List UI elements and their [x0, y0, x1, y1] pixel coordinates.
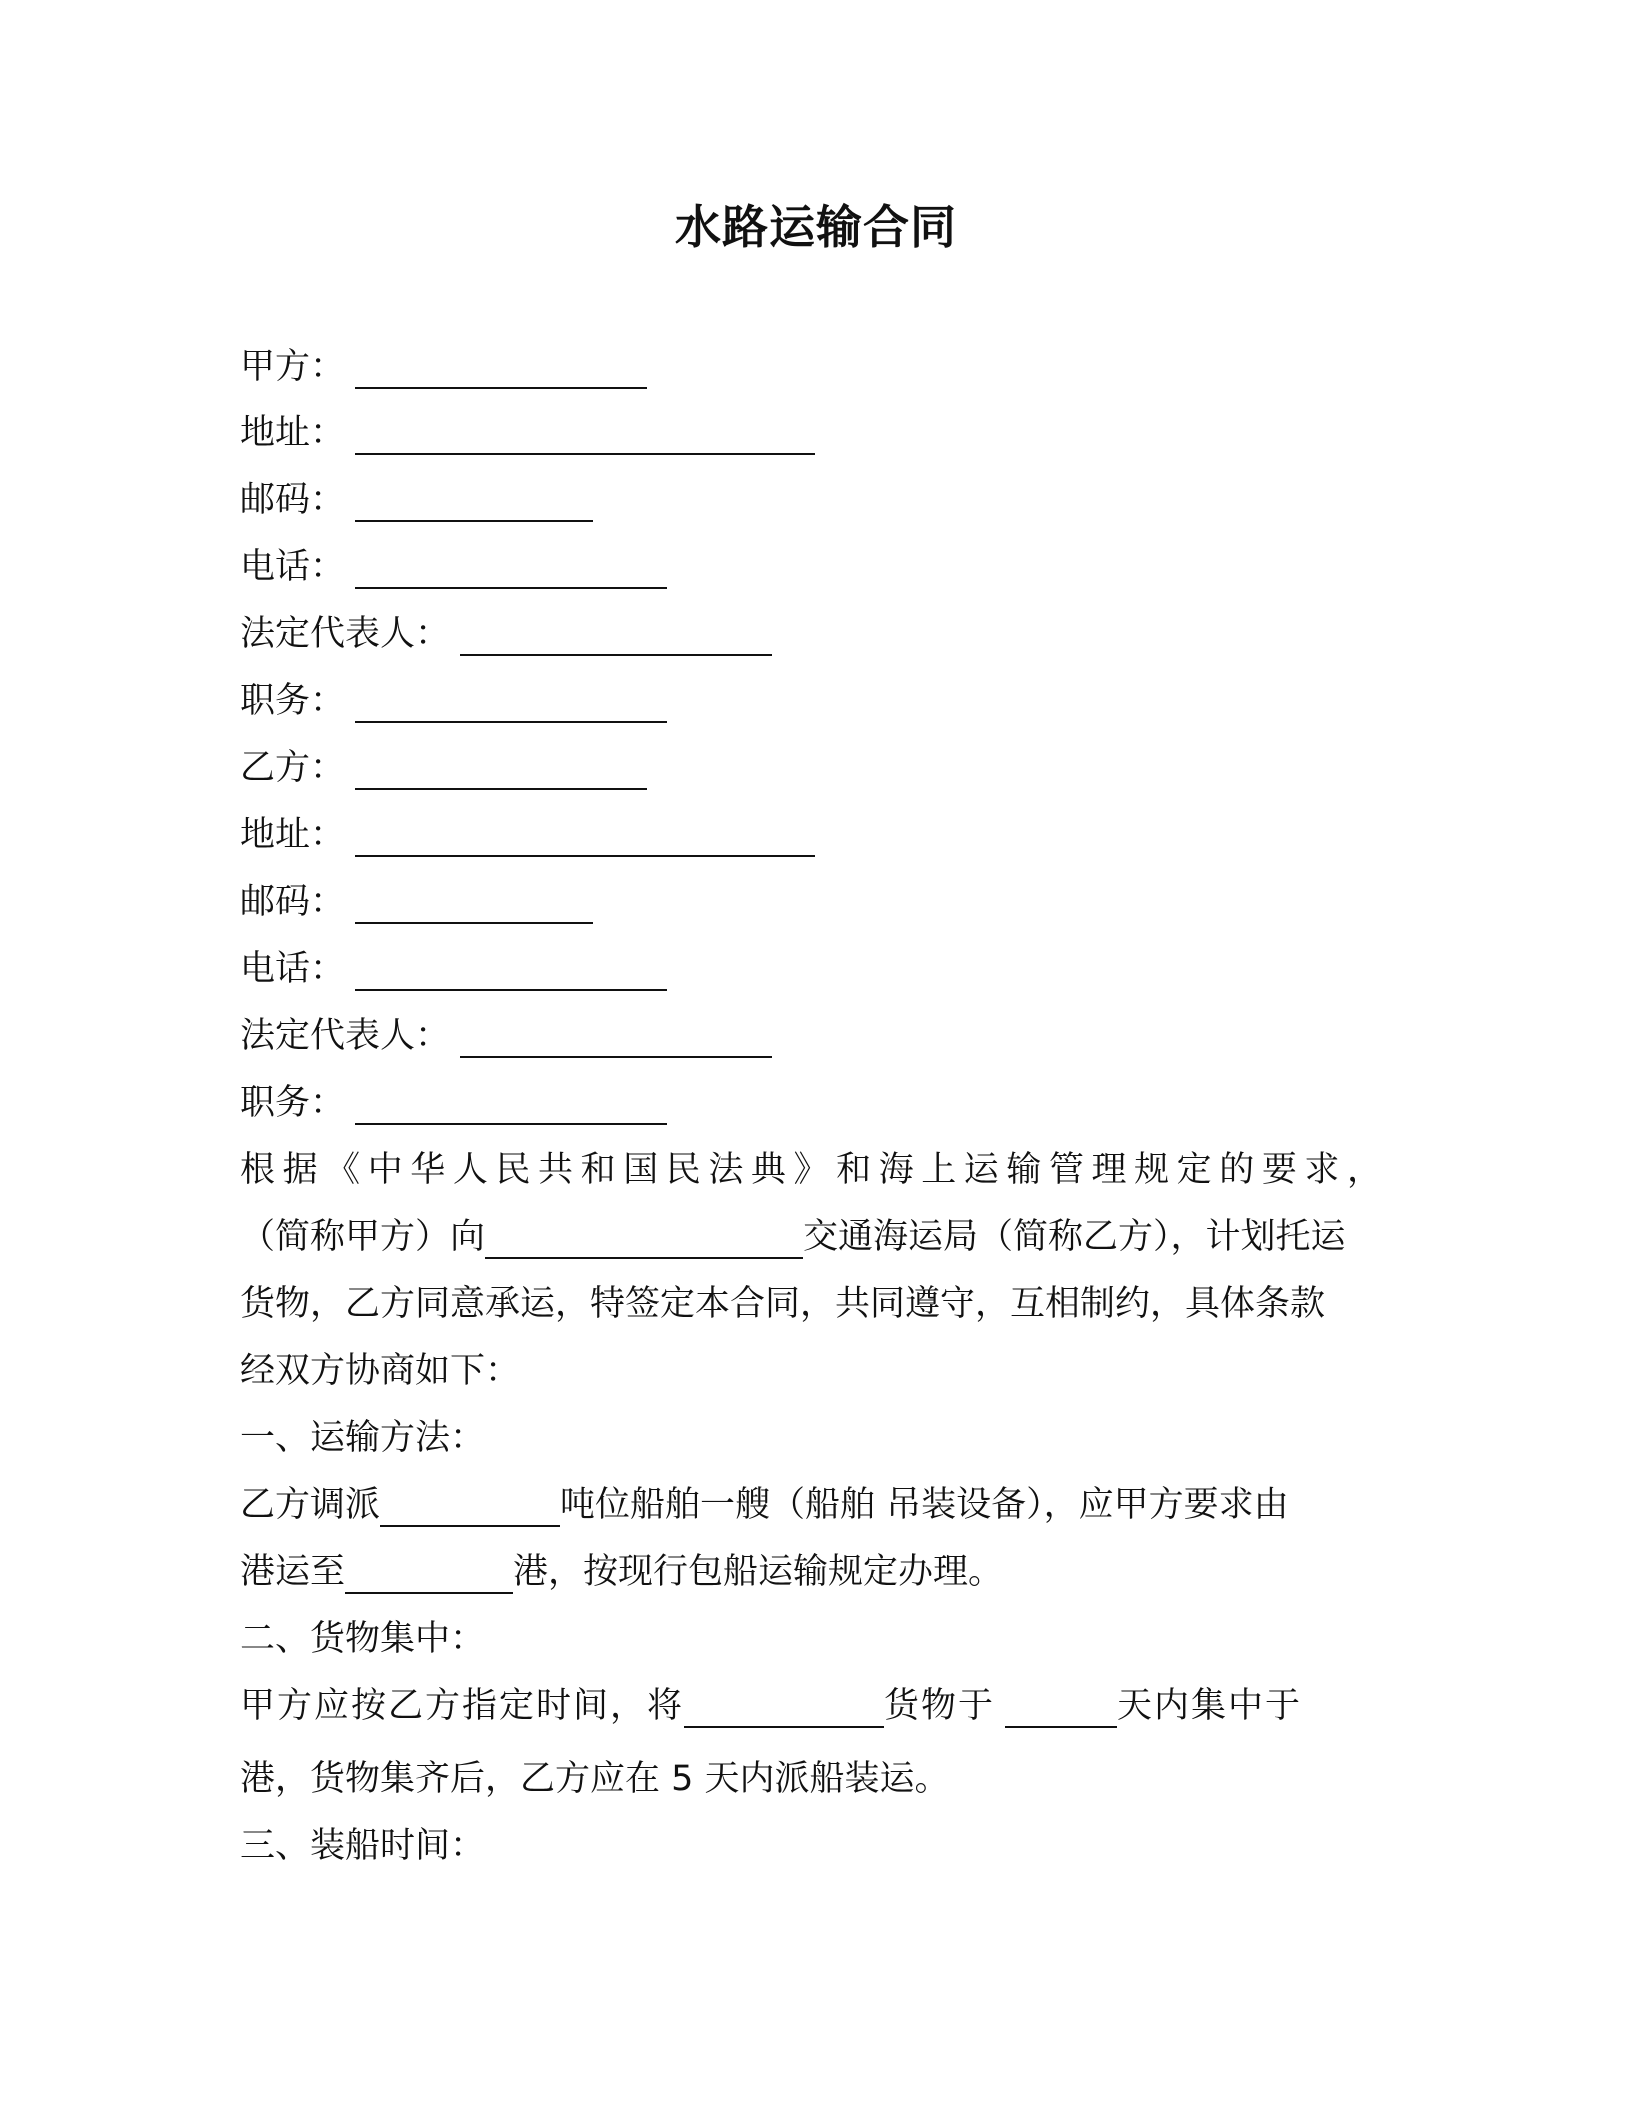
section-2-line-1-after: 天内集中于 [1117, 1686, 1303, 1726]
document-title: 水路运输合同 [675, 200, 957, 254]
party-a-address-label: 地址： [240, 413, 346, 453]
party-b-position-blank[interactable] [355, 1075, 667, 1125]
party-a-phone-blank[interactable] [355, 539, 667, 589]
party-a-legal-rep-label: 法定代表人： [240, 614, 451, 654]
party-a-postcode-blank[interactable] [355, 472, 593, 522]
tonnage-blank[interactable] [380, 1477, 560, 1527]
section-2-line-1 [240, 1673, 1385, 1740]
party-b-address-row [240, 802, 1385, 869]
intro-line-2-before: （简称甲方）向 [240, 1217, 486, 1257]
party-b-postcode-label: 邮码： [240, 882, 346, 922]
intro-line-4: 经双方协商如下： [240, 1351, 521, 1391]
section-2-line-1-before: 甲方应按乙方指定时间，将 [240, 1686, 685, 1726]
party-b-address-blank[interactable] [355, 807, 815, 857]
party-b-address-label: 地址： [240, 815, 346, 855]
section-1-line-2-before: 港运至 [240, 1552, 346, 1592]
section-2-line-1-mid: 货物于 [884, 1686, 996, 1726]
party-a-position-label: 职务： [240, 681, 346, 721]
intro-carrier-blank[interactable] [485, 1209, 803, 1259]
party-a-address-blank[interactable] [355, 405, 815, 455]
intro-line-3: 货物，乙方同意承运，特签定本合同，共同遵守，互相制约，具体条款 [240, 1284, 1326, 1324]
party-a-name-row [240, 334, 1385, 401]
party-b-name-label: 乙方： [240, 748, 346, 788]
party-a-name-blank[interactable] [355, 339, 647, 389]
party-b-phone-label: 电话： [240, 949, 346, 989]
section-2-line-2: 港，货物集齐后，乙方应在 5 天内派船装运。 [240, 1759, 950, 1799]
destination-port-blank[interactable] [345, 1544, 513, 1594]
intro-line-2 [240, 1204, 1385, 1271]
party-b-position-label: 职务： [240, 1083, 346, 1123]
section-2-heading: 二、货物集中： [240, 1619, 486, 1659]
party-a-phone-label: 电话： [240, 547, 346, 587]
party-b-legal-rep-blank[interactable] [460, 1008, 772, 1058]
party-a-postcode-row [240, 467, 1385, 534]
party-b-legal-rep-label: 法定代表人： [240, 1016, 451, 1056]
goods-blank[interactable] [684, 1678, 884, 1728]
party-b-postcode-blank[interactable] [355, 874, 593, 924]
party-b-position-row [240, 1070, 1385, 1137]
party-a-address-row [240, 400, 1385, 467]
party-b-postcode-row [240, 869, 1385, 936]
party-a-position-blank[interactable] [355, 673, 667, 723]
intro-line-2-after: 交通海运局（简称乙方），计划托运 [803, 1217, 1346, 1257]
section-1-line-1-after: 吨位船舶一艘（船舶 吊装设备），应甲方要求由 [560, 1485, 1289, 1525]
party-b-phone-blank[interactable] [355, 941, 667, 991]
party-a-name-label: 甲方： [240, 347, 346, 387]
section-1-heading: 一、运输方法： [240, 1418, 486, 1458]
section-1-line-1 [240, 1472, 1385, 1539]
days-blank[interactable] [1005, 1678, 1117, 1728]
party-a-position-row [240, 668, 1385, 735]
party-a-legal-rep-blank[interactable] [460, 606, 772, 656]
party-a-legal-rep-row [240, 601, 1385, 668]
party-b-name-row [240, 735, 1385, 802]
party-a-phone-row [240, 534, 1385, 601]
party-b-legal-rep-row [240, 1003, 1385, 1070]
section-1-line-2-after: 港，按现行包船运输规定办理。 [513, 1552, 1004, 1592]
section-1-line-1-before: 乙方调派 [240, 1485, 381, 1525]
party-b-name-blank[interactable] [355, 740, 647, 790]
intro-line-1: 根据《中华人民共和国民法典》和海上运输管理规定的要求， [240, 1150, 1385, 1190]
section-1-line-2 [240, 1539, 1385, 1606]
party-b-phone-row [240, 936, 1385, 1003]
party-a-postcode-label: 邮码： [240, 480, 346, 520]
section-3-heading: 三、装船时间： [240, 1826, 486, 1866]
